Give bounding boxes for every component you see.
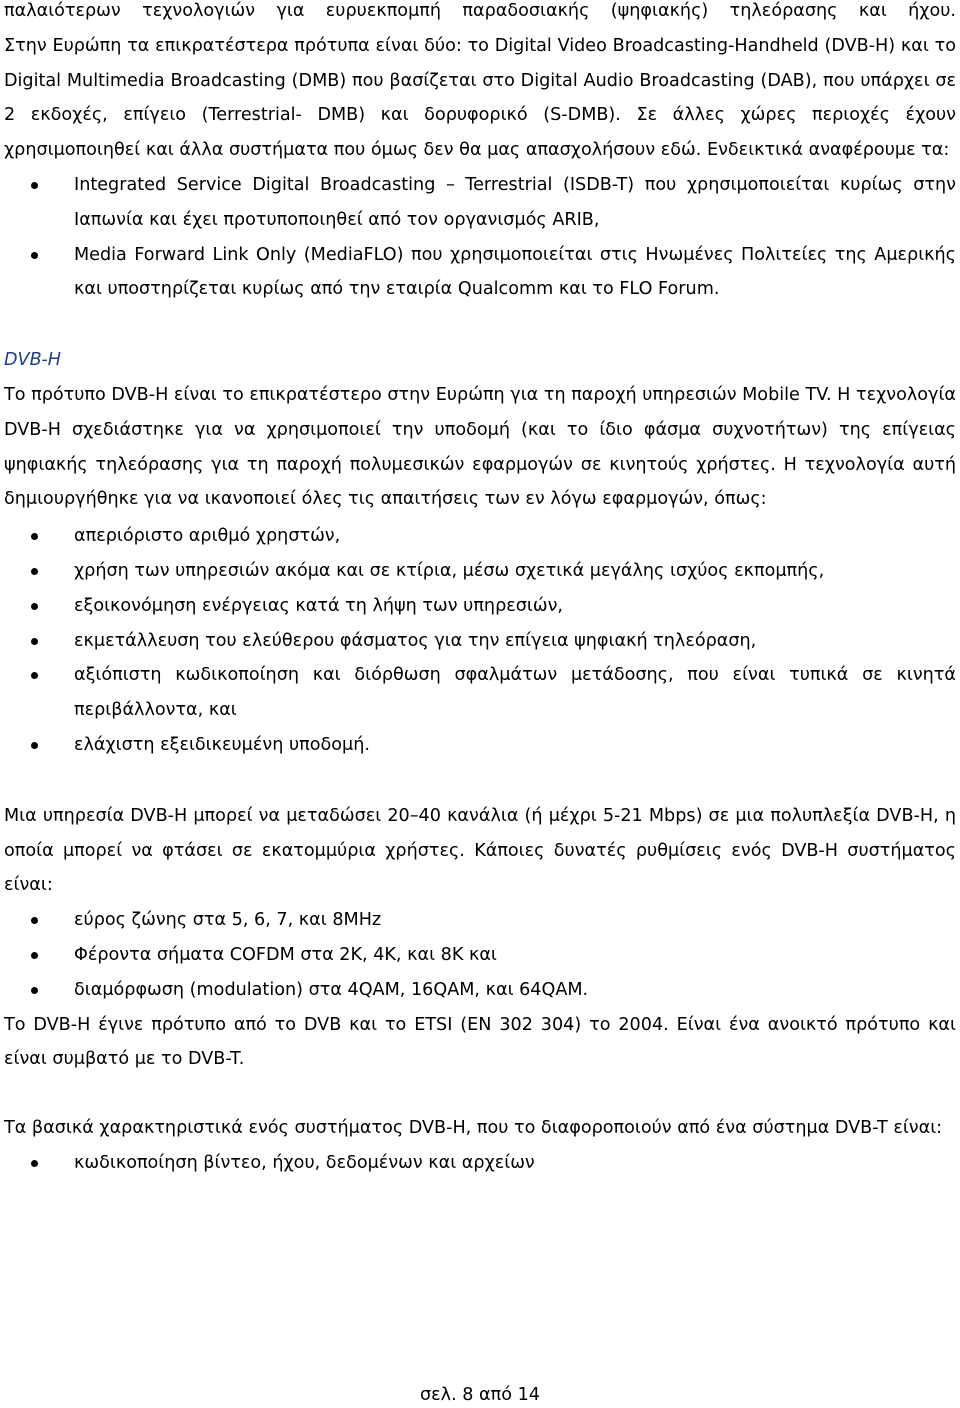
section-heading: DVB-H: [4, 350, 61, 371]
list-item: αξιόπιστη κωδικοποίηση και διόρθωση σφαλμάτων μετάδοσης, που είναι τυπικά σε κινητά περιβάλλοντα, και: [4, 658, 956, 728]
list-item: κωδικοποίηση βίντεο, ήχου, δεδομένων και αρχείων: [4, 1146, 956, 1181]
list-item: εξοικονόμηση ενέργειας κατά τη λήψη των υπηρεσιών,: [4, 589, 956, 624]
intro-first-line: παλαιότερων τεχνολογιών για ευρυεκπομπή παραδοσιακής (ψηφιακής) τηλεόρασης και ήχου.: [4, 1, 956, 21]
differences-list: [4, 1146, 956, 1181]
list-item: Media Forward Link Only (MediaFLO) που χρησιμοποιείται στις Ηνωμένες Πολιτείες της Αμερικής και υποστηρίζεται κυρίως από την εταιρία Qualcomm και το FLO Forum.: [4, 238, 956, 308]
intro-paragraph: [4, 0, 956, 168]
requirements-list: [4, 519, 956, 763]
dvbh-paragraph: Το πρότυπο DVB-H είναι το επικρατέστερο στην Ευρώπη για τη παροχή υπηρεσιών Mobile TV. Η τεχνολογία DVB-H σχεδιάστηκε για να χρησιμοποιεί την υποδομή (και το ίδιο φάσμα συχνοτήτων) της επίγειας ψηφιακής τηλεόρασης για τη παροχή πολυμεσικών εφαρμογών σε κινητούς χρήστες. Η τεχνολογία αυτή δημιουργήθηκε για να ικανοποιεί όλες τις απαιτήσεις των εν λόγω εφαρμογών, όπως:: [4, 384, 956, 510]
list-item: Φέροντα σήματα COFDM στα 2K, 4K, και 8K και: [4, 938, 956, 973]
list-item: διαμόρφωση (modulation) στα 4QAM, 16QAM, και 64QAM.: [4, 973, 956, 1008]
service-paragraph: Μια υπηρεσία DVB-H μπορεί να μεταδώσει 20–40 κανάλια (ή μέχρι 5-21 Mbps) σε μια πολυπλεξία DVB-H, η οποία μπορεί να φτάσει σε εκατομμύρια χρήστες. Κάποιες δυνατές ρυθμίσεις ενός DVB-H συστήματος είναι:: [4, 805, 956, 896]
list-item: Integrated Service Digital Broadcasting – Terrestrial (ISDB-T) που χρησιμοποιείται κυρίως στην Ιαπωνία και έχει προτυποποιηθεί από τον οργανισμός ARIB,: [4, 168, 956, 238]
list-item: ελάχιστη εξειδικευμένη υποδομή.: [4, 728, 956, 763]
intro-rest: Στην Ευρώπη τα επικρατέστερα πρότυπα είναι δύο: το Digital Video Broadcasting-Handheld (DVB-H) και το Digital Multimedia Broadcasting (DMB) που βασίζεται στο Digital Audio Broadcasting (DAB), που υπάρχει σε 2 εκδοχές, επίγειο (Terrestrial- DMB) και δορυφορικό (S-DMB). Σε άλλες χώρες περιοχές έχουν χρησιμοποιηθεί και άλλα συστήματα που όμως δεν θα μας απασχολήσουν εδώ. Ενδεικτικά αναφέρουμε τα:: [4, 35, 956, 161]
document-page: [4, 0, 956, 1181]
page-number: σελ. 8 από 14: [420, 1385, 540, 1405]
list-item: εκμετάλλευση του ελεύθερου φάσματος για την επίγεια ψηφιακή τηλεόραση,: [4, 624, 956, 659]
standard-paragraph: Το DVB-H έγινε πρότυπο από το DVB και το ETSI (EN 302 304) το 2004. Είναι ένα ανοικτό πρότυπο και είναι συμβατό με το DVB-T.: [4, 1014, 956, 1070]
settings-list: [4, 903, 956, 1007]
list-item: εύρος ζώνης στα 5, 6, 7, και 8MHz: [4, 903, 956, 938]
differences-paragraph: Τα βασικά χαρακτηριστικά ενός συστήματος DVB-H, που το διαφοροποιούν από ένα σύστημα DVB-T είναι:: [4, 1118, 943, 1139]
list-item: απεριόριστο αριθμό χρηστών,: [4, 519, 956, 554]
list-item: χρήση των υπηρεσιών ακόμα και σε κτίρια, μέσω σχετικά μεγάλης ισχύος εκπομπής,: [4, 554, 956, 589]
other-systems-list: [4, 168, 956, 307]
